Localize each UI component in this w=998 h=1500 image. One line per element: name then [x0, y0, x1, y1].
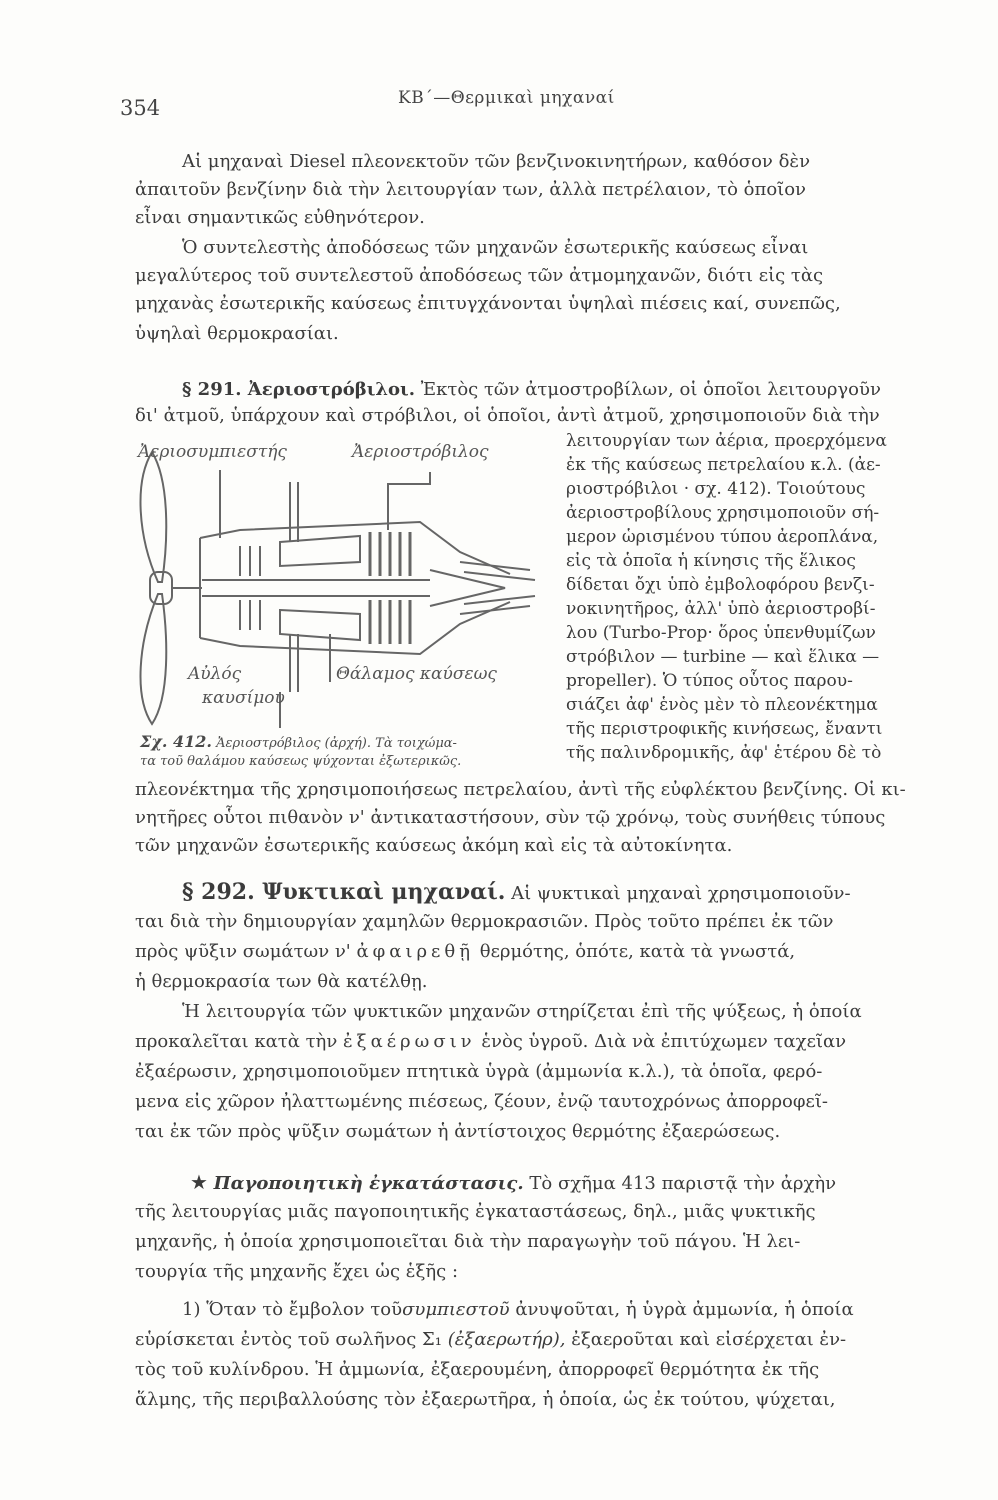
figure-number: Σχ. 412. — [140, 732, 212, 751]
section-292-line: § 292. Ψυκτικαὶ μηχαναί. Αἱ ψυκτικαὶ μηχαναὶ χρησιμοποιοῦν- — [182, 879, 851, 905]
compressor-blades — [240, 546, 260, 630]
text-line: ὑψηλαὶ θερμοκρασίαι. — [135, 323, 339, 344]
text-line: εἶναι σημαντικῶς εὐθηνότερον. — [135, 207, 425, 228]
text-line: Ἡ λειτουργία τῶν ψυκτικῶν μηχανῶν στηρίζεται ἐπὶ τῆς ψύξεως, ἡ ὁποία — [182, 1001, 862, 1022]
text-line: πλεονέκτημα τῆς χρησιμοποιήσεως πετρελαίου, ἀντὶ τῆς εὐφλέκτου βενζίνης. Οἱ κι- — [135, 779, 906, 800]
text-line: μηχανὰς ἐσωτερικῆς καύσεως ἐπιτυγχάνονται ὑψηλαὶ πιέσεις καί, συνεπῶς, — [135, 293, 841, 314]
text-line: στρόβιλον — turbine — καὶ ἕλικα — — [566, 647, 880, 667]
propeller-blade-top — [141, 452, 167, 582]
text-line: νοκινητῆρος, ἀλλ' ὑπὸ ἀεριοστροβί- — [566, 599, 876, 619]
text-line: πρὸς ψῦξιν σωμάτων ν' ἀφαιρεθῇ θερμότης, ὁπότε, κατὰ τὰ γνωστά, — [135, 941, 796, 962]
text-line: ἀεριοστροβίλους χρησιμοποιοῦν σή- — [566, 503, 880, 523]
star-icon: ★ — [190, 1170, 208, 1194]
text-line: μενα εἰς χῶρον ἠλαττωμένης πιέσεως, ζέουν, ἐνῷ ταυτοχρόνως ἀπορροφεῖ- — [135, 1091, 828, 1112]
fuel-pipe-bottom — [290, 634, 298, 692]
text-line: propeller). Ὁ τύπος οὗτος παρου- — [566, 671, 853, 691]
text-line: ἀπαιτοῦν βενζίνην διὰ τὴν λειτουργίαν των, ἀλλὰ πετρέλαιον, τὸ ὁποῖον — [135, 179, 806, 200]
turboprop-figure — [130, 442, 550, 747]
text-line: ριοστρόβιλοι · σχ. 412). Τοιούτους — [566, 479, 866, 499]
text-line: τῶν μηχανῶν ἐσωτερικῆς καύσεως ἀκόμη καὶ εἰς τὰ αὐτοκίνητα. — [135, 835, 733, 856]
combustion-chamber-top — [280, 536, 360, 566]
turboprop-diagram — [130, 442, 550, 732]
casing-bottom — [200, 602, 510, 654]
text-line: προκαλεῖται κατὰ τὴν ἐξαέρωσιν ἑνὸς ὑγροῦ. Διὰ νὰ ἐπιτύχωμεν ταχεῖαν — [135, 1031, 847, 1052]
text-line: τῆς παλινδρομικῆς, ἀφ' ἑτέρου δὲ τὸ — [566, 743, 882, 763]
label-compressor: Ἀεριοσυμπιεστής — [138, 442, 287, 462]
ice-plant-heading: Παγοποιητικὴ ἐγκατάστασις. — [213, 1173, 524, 1194]
text-line: λειτουργίαν των ἀέρια, προερχόμενα — [566, 431, 887, 451]
label-turbine: Ἀεριοστρόβιλος — [352, 442, 489, 462]
text-line: ται ἐκ τῶν πρὸς ψῦξιν σωμάτων ἡ ἀντίστοιχος θερμότης ἐξαερώσεως. — [135, 1121, 781, 1142]
section-291-line: δι' ἀτμοῦ, ὑπάρχουν καὶ στρόβιλοι, οἱ ὁποῖοι, ἀντὶ ἀτμοῦ, χρησιμοποιοῦν διὰ τὴν — [135, 405, 880, 426]
text-line: ται διὰ τὴν δημιουργίαν χαμηλῶν θερμοκρασιῶν. Πρὸς τοῦτο πρέπει ἐκ τῶν — [135, 911, 834, 932]
text-line: μερον ὡρισμένου τύπου ἀεροπλάνα, — [566, 527, 879, 547]
turbine-blades — [370, 532, 410, 644]
text-line: ἐξαέρωσιν, χρησιμοποιοῦμεν πτητικὰ ὑγρὰ (ἀμμωνία κ.λ.), τὰ ὁποῖα, φερό- — [135, 1061, 823, 1082]
text-line: Ὁ συντελεστὴς ἀποδόσεως τῶν μηχανῶν ἐσωτερικῆς καύσεως εἶναι — [182, 237, 809, 258]
text-line: λου (Turbo-Prop· ὅρος ὑπενθυμίζων — [566, 623, 876, 643]
label-fuel-pipe-2: καυσίμου — [202, 688, 285, 708]
propeller-hub — [150, 572, 172, 604]
running-head: ΚΒ΄—Θερμικαὶ μηχαναί — [398, 88, 615, 108]
text-line: τουργία τῆς μηχανῆς ἔχει ὡς ἑξῆς : — [135, 1261, 459, 1282]
text-line: σιάζει ἀφ' ἑνὸς μὲν τὸ πλεονέκτημα — [566, 695, 878, 715]
ice-plant-line: ★ Παγοποιητικὴ ἐγκατάστασις. Τὸ σχῆμα 413 παριστᾷ τὴν ἀρχὴν — [190, 1170, 837, 1194]
text-line: εὑρίσκεται ἐντὸς τοῦ σωλῆνος Σ₁ (ἐξαερωτήρ), ἐξαεροῦται καὶ εἰσέρχεται ἐν- — [135, 1329, 847, 1350]
text-line: εἰς τὰ ὁποῖα ἡ κίνησις τῆς ἕλικος — [566, 551, 856, 571]
text-line: Αἱ μηχαναὶ Diesel πλεονεκτοῦν τῶν βενζινοκινητήρων, καθόσον δὲν — [182, 151, 811, 172]
text-line: τῆς περιστροφικῆς κινήσεως, ἔναντι — [566, 719, 883, 739]
label-combustion-chamber: Θάλαμος καύσεως — [336, 664, 497, 684]
page-number: 354 — [120, 96, 161, 120]
propeller-blade-bottom — [141, 594, 167, 724]
text-line: μεγαλύτερος τοῦ συντελεστοῦ ἀποδόσεως τῶν ἀτμομηχανῶν, διότι εἰς τὰς — [135, 265, 824, 286]
section-292-heading: § 292. Ψυκτικαὶ μηχαναί. — [182, 879, 506, 905]
label-fuel-pipe: Αὐλός — [188, 664, 242, 684]
combustion-chamber-bottom — [280, 610, 360, 640]
text-line: ἡ θερμοκρασία των θὰ κατέλθῃ. — [135, 971, 428, 992]
section-291-heading: § 291. Ἀεριοστρόβιλοι. — [182, 379, 416, 400]
text-line: τῆς λειτουργίας μιᾶς παγοποιητικῆς ἐγκαταστάσεως, δηλ., μιᾶς ψυκτικῆς — [135, 1201, 816, 1222]
casing-top — [200, 522, 510, 574]
section-291-line: § 291. Ἀεριοστρόβιλοι. Ἐκτὸς τῶν ἀτμοστροβίλων, οἱ ὁποῖοι λειτουργοῦν — [182, 379, 881, 400]
text-line: ἐκ τῆς καύσεως πετρελαίου κ.λ. (ἀε- — [566, 455, 881, 475]
figure-caption: Σχ. 412. Ἀεριοστρόβιλος (ἀρχή). Τὰ τοιχώμα- τα τοῦ θαλάμου καύσεως ψύχονται ἐξωτερικῶς. — [140, 732, 462, 769]
text-line: 1) Ὅταν τὸ ἔμβολον τοῦσυμπιεστοῦ ἀνυψοῦται, ἡ ὑγρὰ ἀμμωνία, ἡ ὁποία — [182, 1299, 854, 1320]
text-line: μηχανῆς, ἡ ὁποία χρησιμοποιεῖται διὰ τὴν παραγωγὴν τοῦ πάγου. Ἡ λει- — [135, 1231, 801, 1252]
fuel-pipe-top — [290, 482, 298, 542]
text-line: δίδεται ὄχι ὑπὸ ἐμβολοφόρου βενζι- — [566, 575, 875, 595]
text-line: τὸς τοῦ κυλίνδρου. Ἡ ἀμμωνία, ἐξαερουμένη, ἀπορροφεῖ θερμότητα ἐκ τῆς — [135, 1359, 820, 1380]
text-line: νητῆρες οὗτοι πιθανὸν ν' ἀντικαταστήσουν, σὺν τῷ χρόνῳ, τοὺς συνήθεις τύπους — [135, 807, 886, 828]
text-line: ἅλμης, τῆς περιβαλλούσης τὸν ἐξαερωτῆρα, ἡ ὁποία, ὡς ἐκ τούτου, ψύχεται, — [135, 1389, 836, 1410]
